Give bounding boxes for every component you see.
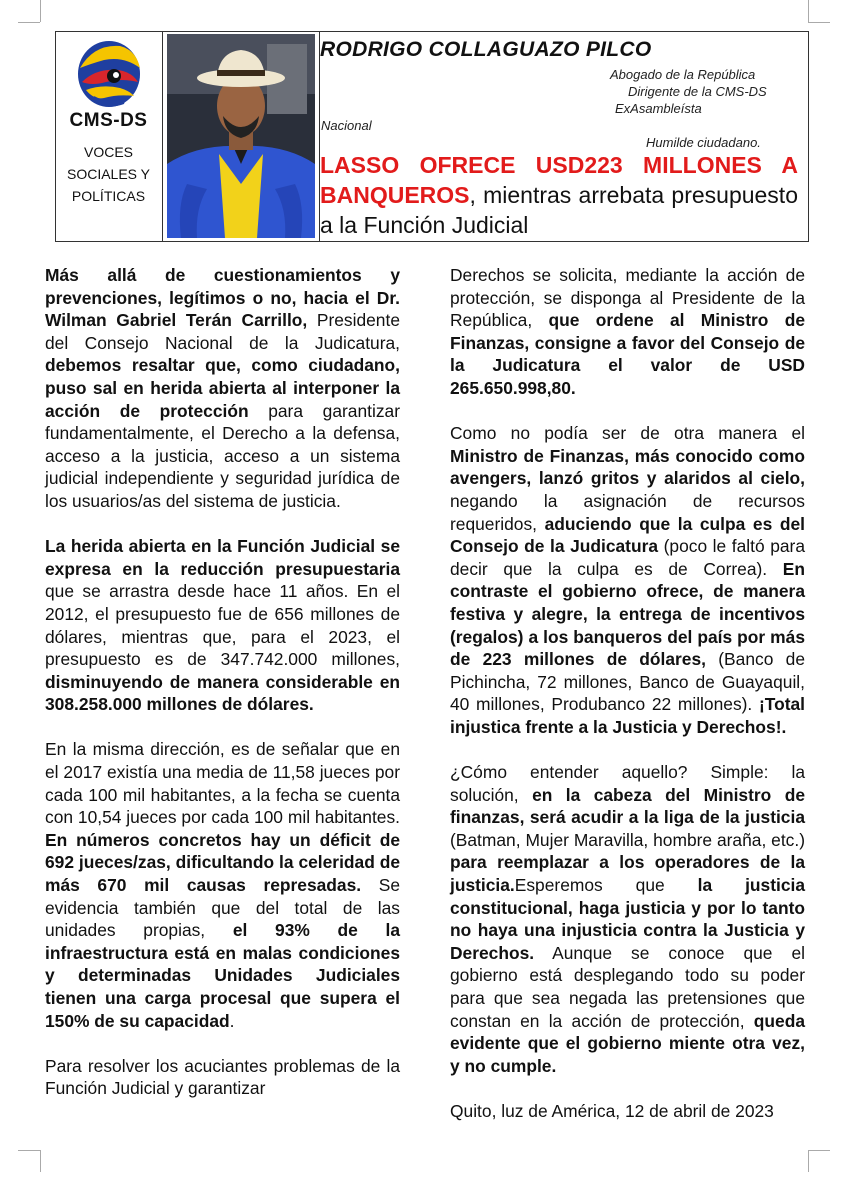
text-run: (poco le faltó para decir que la culpa es de Correa). [450,536,806,579]
paragraph [45,535,400,716]
paragraph [45,738,400,1032]
author-photo-icon [167,34,315,238]
left-column [45,264,400,1123]
headline-highlight: LASSO OFRECE USD223 MILLONES A BANQUEROS [320,152,798,208]
crop-mark [40,0,63,22]
bold-text-run: Más allá de cuestionamientos y prevenciones, legítimos o no, hacia el Dr. Wilman Gabriel Terán Carrillo, [45,265,400,331]
text-run: En la misma dirección, es de señalar que en el 2017 existía una media de 11,58 jueces por cada 100 mil habitantes, a la fecha se cuenta con 10,54 jueces por cada 100 mil habitantes. [45,739,400,828]
author-name: RODRIGO COLLAGUAZO PILCO [320,38,652,61]
paragraph [45,1055,400,1100]
text-run: Se evidencia también que del total de las unidades propias, [45,875,400,941]
bold-text-run: En contraste el gobierno ofrece, de manera festiva y alegre, la entrega de incentivos (regalos) a los banqueros del país por más de 223 millones de dólares, [450,558,805,670]
photo-cell [163,32,320,241]
crop-mark [808,0,831,22]
logo-sub-line: SOCIALES Y [66,166,150,182]
logo-sub-line: POLÍTICAS [71,188,146,204]
bold-text-run: La herida abierta en la Función Judicial se expresa en la reducción presupuestaria [45,536,400,579]
headline-rest: , mientras arrebata presupuesto a la Función Judicial [320,182,798,238]
bold-text-run: en la cabeza del Ministro de finanzas, será acudir a la liga de la justicia [450,784,806,828]
headline [320,150,798,240]
right-column [450,264,805,1145]
text-run: Derechos se solicita, mediante la acción de protección, se disponga al Presidente de la República, [450,265,805,331]
bold-text-run: debemos resaltar que, como ciudadano, puso sal en herida abierta al interponer la acción de protección [45,355,400,421]
paragraph [450,422,805,738]
logo-subtitle [56,141,161,207]
crop-mark [18,1150,40,1151]
paragraph [450,1100,805,1123]
text-run: Quito, luz de América, 12 de abril de 2023 [450,1100,774,1121]
text-run: Para resolver los acuciantes problemas de la Función Judicial y garantizar [45,1055,400,1099]
author-role: Humilde ciudadano. [646,135,761,150]
paragraph [45,264,400,513]
author-role: Nacional [321,118,372,133]
bold-text-run: que ordene al Ministro de Finanzas, consigne a favor del Consejo de la Judicatura el valor de USD 265.650.998,80. [450,310,805,398]
crop-mark [808,22,830,23]
cms-ds-logo-icon [74,38,144,110]
text-run: Aunque se conoce que el gobierno está desplegando todo su poder para que sea negada las pretensiones que constan en la acción de protección, [450,942,805,1031]
author-role: ExAsambleísta [615,101,702,116]
text-run: Esperemos que [514,875,698,896]
logo-text: CMS-DS [69,110,148,131]
text-run: (Batman, Mujer Maravilla, hombre araña, etc.) [450,829,805,850]
crop-mark [18,22,40,23]
logo-sub-line: VOCES [83,144,133,160]
text-run: que se arrastra desde hace 11 años. En el 2012, el presupuesto fue de 656 millones de dólares, mientras que, para el 2023, el presupuesto es de 347.742.000 millones, [45,581,400,670]
bold-text-run: queda evidente que el gobierno miente otra vez, y no cumple. [450,1010,805,1076]
text-run: Presidente del Consejo Nacional de la Judicatura, [45,310,400,353]
author-info [320,32,808,241]
logo-cell [56,32,163,241]
bold-text-run: el 93% de la infraestructura está en malas condiciones y determinadas Unidades Judiciales tienen una carga procesal que supera el 150% de su capacidad [45,920,401,1031]
bold-text-run: la justicia constitucional, haga justicia y por lo tanto no haya una injusticia contra la Justicia y Derechos. [450,875,805,963]
text-run: Como no podía ser de otra manera el [450,423,805,444]
crop-mark [808,1150,831,1172]
article-header [55,31,809,242]
author-role: Abogado de la República [610,67,756,82]
crop-mark [808,1150,830,1151]
text-run: negando la asignación de recursos requeridos, [450,490,805,534]
paragraph [450,264,805,400]
crop-mark [40,1150,63,1172]
text-run: para garantizar fundamentalmente, el Derecho a la defensa, acceso a la justicia, acceso a un sistema judicial independiente y seguridad jurídica de los usuarios/as del sistema de justicia. [45,400,400,511]
text-run: . [229,1010,235,1031]
bold-text-run: ¡Total injustica frente a la Justicia y Derechos!. [450,694,805,737]
paragraph [450,761,805,1077]
bold-text-run: En números concretos hay un déficit de 692 jueces/zas, dificultando la celeridad de más 670 mil causas represadas. [45,829,400,896]
bold-text-run: aduciendo que la culpa es del Consejo de la Judicatura [450,513,805,557]
bold-text-run: disminuyendo de manera considerable en 308.258.000 millones de dólares. [45,671,400,715]
bold-text-run: para reemplazar a los operadores de la justicia. [450,852,805,896]
bold-text-run: Ministro de Finanzas, más conocido como avengers, lanzó gritos y alaridos al cielo, [450,445,805,489]
text-run: (Banco de Pichincha, 72 millones, Banco de Guayaquil, 40 millones, Produbanco 22 millones). [450,649,805,715]
author-role: Dirigente de la CMS-DS [628,84,767,99]
text-run: ¿Cómo entender aquello? Simple: la solución, [450,762,805,805]
